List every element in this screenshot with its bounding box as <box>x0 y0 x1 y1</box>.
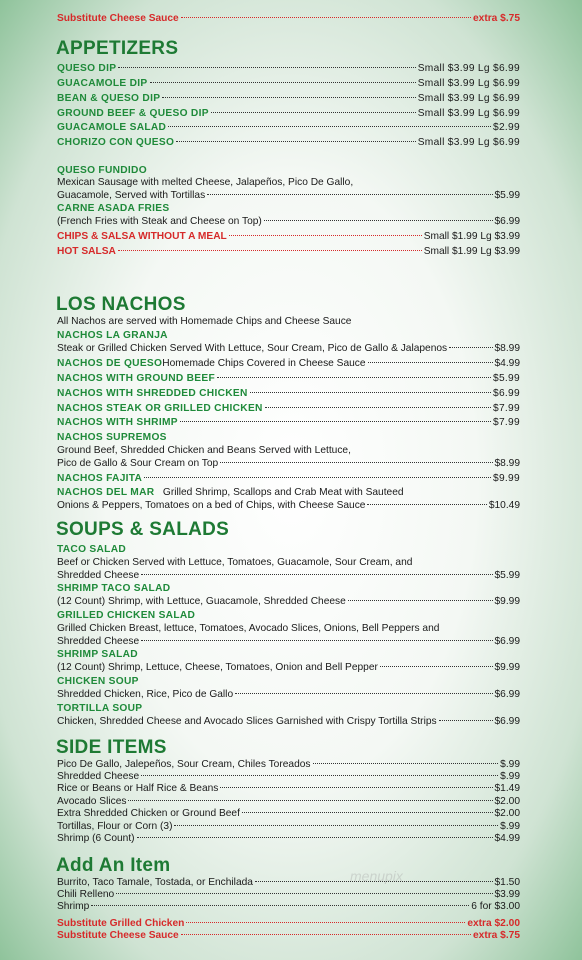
item-name: BEAN & QUESO DIP <box>57 93 161 104</box>
leader-dots <box>380 666 493 667</box>
item-price: $8.99 <box>494 458 520 469</box>
leader-dots <box>141 640 492 641</box>
section-heading-soups-salads: SOUPS & SALADS <box>56 519 230 540</box>
item-price: $5.99 <box>494 570 520 581</box>
item-price: $2.99 <box>493 122 520 133</box>
leader-dots <box>250 392 491 393</box>
menu-row-ground-beef-queso-dip <box>57 108 520 120</box>
item-price: $3.99 <box>494 889 520 900</box>
item-price: extra $.75 <box>472 930 520 941</box>
menu-row-nachos-del-mar <box>57 500 520 512</box>
item-price: extra $2.00 <box>467 918 520 929</box>
item-name-grilled-chicken-salad: GRILLED CHICKEN SALAD <box>57 610 196 621</box>
item-name: CHIPS & SALSA WITHOUT A MEAL <box>57 231 227 242</box>
menu-row-nachos-fajita <box>57 473 520 485</box>
item-name: Burrito, Taco Tamale, Tostada, or Enchilada <box>57 877 253 888</box>
item-price: $8.99 <box>494 343 520 354</box>
leader-dots <box>220 462 492 463</box>
leader-dots <box>211 112 416 113</box>
leader-dots <box>144 477 491 478</box>
item-name: GUACAMOLE DIP <box>57 78 148 89</box>
item-name: NACHOS STEAK OR GRILLED CHICKEN <box>57 403 263 414</box>
item-name: NACHOS WITH GROUND BEEF <box>57 373 216 384</box>
leader-dots <box>217 377 491 378</box>
item-name: Pico De Gallo, Jalepeños, Sour Cream, Chiles Toreados <box>57 759 311 770</box>
item-name: Shrimp (6 Count) <box>57 833 135 844</box>
item-desc: Onions & Peppers, Tomatoes on a bed of Chips, with Cheese Sauce <box>57 500 366 511</box>
item-name: NACHOS DEL MAR <box>57 487 155 498</box>
leader-dots <box>265 407 491 408</box>
leader-dots <box>313 763 499 764</box>
item-name-nachos-supremos: NACHOS SUPREMOS <box>57 432 167 443</box>
leader-dots <box>168 126 491 127</box>
item-price: $7.99 <box>493 403 520 414</box>
leader-dots <box>449 347 492 348</box>
leader-dots <box>242 812 493 813</box>
leader-dots <box>255 881 493 882</box>
item-desc: (12 Count) Shrimp, with Lettuce, Guacamole, Shredded Cheese <box>57 596 346 607</box>
item-name: NACHOS WITH SHRIMP <box>57 417 178 428</box>
menu-row-add-shrimp <box>57 901 520 913</box>
item-desc: Pico de Gallo & Sour Cream on Top <box>57 458 219 469</box>
item-price: $5.99 <box>494 190 520 201</box>
item-price: $9.99 <box>493 473 520 484</box>
leader-dots <box>348 600 493 601</box>
item-desc: Guacamole, Served with Tortillas <box>57 190 206 201</box>
menu-row-queso-fundido-price <box>57 190 520 202</box>
watermark-logo: menupix <box>350 868 403 884</box>
menu-row-substitute-cheese-top <box>57 13 520 25</box>
item-price: $1.50 <box>494 877 520 888</box>
leader-dots <box>220 787 492 788</box>
section-heading-appetizers: APPETIZERS <box>56 38 179 59</box>
item-price: $.99 <box>500 821 520 832</box>
leader-dots <box>118 250 422 251</box>
item-price: 6 for $3.00 <box>471 901 520 912</box>
menu-row-shrimp-salad <box>57 662 520 674</box>
menu-row-carne-asada-fries <box>57 216 520 228</box>
item-price: $6.99 <box>494 216 520 227</box>
menu-row-nachos-shrimp <box>57 417 520 429</box>
item-name: Substitute Cheese Sauce <box>57 13 179 24</box>
menu-row-nachos-de-queso <box>57 358 520 370</box>
menu-row-add-burrito <box>57 877 520 889</box>
item-price: $.99 <box>500 759 520 770</box>
menu-row-side-avocado <box>57 796 520 808</box>
leader-dots <box>368 362 493 363</box>
item-name: NACHOS DE QUESO <box>57 358 163 369</box>
item-price: $4.99 <box>494 358 520 369</box>
menu-row-guacamole-dip <box>57 78 520 90</box>
item-price: $9.99 <box>494 596 520 607</box>
leader-dots <box>264 220 493 221</box>
menu-row-chicken-soup <box>57 689 520 701</box>
item-price: $5.99 <box>493 373 520 384</box>
item-price: Small $3.99 Lg $6.99 <box>417 137 520 148</box>
leader-dots <box>181 17 471 18</box>
item-name-shrimp-salad: SHRIMP SALAD <box>57 649 138 660</box>
menu-row-side-rice-beans <box>57 783 520 795</box>
item-nachos-del-mar <box>57 487 527 499</box>
menu-row-add-chili-relleno <box>57 889 520 901</box>
item-price: $10.49 <box>488 500 520 511</box>
item-price: Small $1.99 Lg $3.99 <box>423 246 520 257</box>
item-price: extra $.75 <box>472 13 520 24</box>
item-price: Small $3.99 Lg $6.99 <box>417 78 520 89</box>
leader-dots <box>229 235 422 236</box>
item-price: $.99 <box>500 771 520 782</box>
menu-row-queso-dip <box>57 63 520 75</box>
item-price: $7.99 <box>493 417 520 428</box>
leader-dots <box>141 574 492 575</box>
section-heading-nachos: LOS NACHOS <box>56 294 186 315</box>
leader-dots <box>141 775 498 776</box>
menu-row-hot-salsa <box>57 246 520 258</box>
item-name: Shrimp <box>57 901 90 912</box>
menu-row-side-shrimp <box>57 833 520 845</box>
leader-dots <box>162 97 415 98</box>
item-desc: Chicken, Shredded Cheese and Avocado Slices Garnished with Crispy Tortilla Strips <box>57 716 437 727</box>
leader-dots <box>367 504 486 505</box>
item-name-tortilla-soup: TORTILLA SOUP <box>57 703 143 714</box>
leader-dots <box>174 825 498 826</box>
menu-row-side-tortillas <box>57 821 520 833</box>
leader-dots <box>235 693 492 694</box>
item-price: Small $1.99 Lg $3.99 <box>423 231 520 242</box>
item-price: $6.99 <box>494 636 520 647</box>
item-name: NACHOS FAJITA <box>57 473 143 484</box>
menu-row-guacamole-salad <box>57 122 520 134</box>
item-name: HOT SALSA <box>57 246 116 257</box>
item-name: Chili Relleno <box>57 889 115 900</box>
item-price: $4.99 <box>494 833 520 844</box>
item-desc-queso-fundido: Mexican Sausage with melted Cheese, Jalapeños, Pico De Gallo, <box>57 177 354 188</box>
menu-row-nachos-la-granja <box>57 343 520 355</box>
item-name: CHORIZO CON QUESO <box>57 137 175 148</box>
menu-row-bean-queso-dip <box>57 93 520 105</box>
menu-row-tortilla-soup <box>57 716 520 728</box>
menu-row-nachos-ground-beef <box>57 373 520 385</box>
item-name-shrimp-taco-salad: SHRIMP TACO SALAD <box>57 583 171 594</box>
item-name-taco-salad: TACO SALAD <box>57 544 127 555</box>
menu-row-chorizo-con-queso <box>57 137 520 149</box>
menu-row-nachos-steak <box>57 403 520 415</box>
item-desc: (12 Count) Shrimp, Lettuce, Cheese, Tomatoes, Onion and Bell Pepper <box>57 662 378 673</box>
leader-dots <box>176 141 416 142</box>
leader-dots <box>116 893 492 894</box>
item-name: Rice or Beans or Half Rice & Beans <box>57 783 219 794</box>
item-name: GROUND BEEF & QUESO DIP <box>57 108 209 119</box>
leader-dots <box>91 905 469 906</box>
item-name: Shredded Cheese <box>57 771 140 782</box>
item-name: Tortillas, Flour or Corn (3) <box>57 821 173 832</box>
item-desc: Homemade Chips Covered in Cheese Sauce <box>162 358 366 369</box>
item-desc: Shredded Cheese <box>57 636 140 647</box>
menu-row-side-pico <box>57 759 520 771</box>
item-desc-grilled-chicken-salad: Grilled Chicken Breast, lettuce, Tomatoes, Avocado Slices, Onions, Bell Peppers and <box>57 623 440 634</box>
menu-row-side-extra-meat <box>57 808 520 820</box>
item-name: Substitute Grilled Chicken <box>57 918 185 929</box>
item-name: Avocado Slices <box>57 796 127 807</box>
item-desc: Shredded Cheese <box>57 570 140 581</box>
item-name: Extra Shredded Chicken or Ground Beef <box>57 808 240 819</box>
menu-row-chips-salsa <box>57 231 520 243</box>
item-price: $2.00 <box>494 808 520 819</box>
item-price: Small $3.99 Lg $6.99 <box>417 108 520 119</box>
leader-dots <box>439 720 493 721</box>
item-name: Substitute Cheese Sauce <box>57 930 179 941</box>
menu-row-taco-salad <box>57 570 520 582</box>
item-price: $6.99 <box>494 689 520 700</box>
leader-dots <box>207 194 492 195</box>
leader-dots <box>150 82 416 83</box>
item-desc: Steak or Grilled Chicken Served With Lettuce, Sour Cream, Pico de Gallo & Jalapenos <box>57 343 448 354</box>
item-name: NACHOS WITH SHREDDED CHICKEN <box>57 388 248 399</box>
leader-dots <box>128 800 492 801</box>
item-price: $6.99 <box>494 716 520 727</box>
item-name-nachos-la-granja: NACHOS LA GRANJA <box>57 330 168 341</box>
item-name: QUESO DIP <box>57 63 117 74</box>
item-price: $2.00 <box>494 796 520 807</box>
menu-row-nachos-shredded-chicken <box>57 388 520 400</box>
item-desc: Grilled Shrimp, Scallops and Crab Meat with Sauteed <box>154 487 404 498</box>
menu-row-side-cheese <box>57 771 520 783</box>
item-desc-nachos-supremos: Ground Beef, Shredded Chicken and Beans Served with Lettuce, <box>57 445 351 456</box>
item-name: GUACAMOLE SALAD <box>57 122 167 133</box>
section-heading-add-an-item: Add An Item <box>56 855 171 876</box>
item-name-chicken-soup: CHICKEN SOUP <box>57 676 139 687</box>
leader-dots <box>186 922 465 923</box>
item-desc: (French Fries with Steak and Cheese on Top) <box>57 216 262 227</box>
leader-dots <box>180 421 491 422</box>
section-heading-side-items: SIDE ITEMS <box>56 737 167 758</box>
item-name-carne-asada-fries: CARNE ASADA FRIES <box>57 203 170 214</box>
item-desc: Shredded Chicken, Rice, Pico de Gallo <box>57 689 234 700</box>
leader-dots <box>118 67 415 68</box>
leader-dots <box>137 837 493 838</box>
item-desc-taco-salad: Beef or Chicken Served with Lettuce, Tomatoes, Guacamole, Sour Cream, and <box>57 557 413 568</box>
item-name-queso-fundido: QUESO FUNDIDO <box>57 165 147 176</box>
item-price: $9.99 <box>494 662 520 673</box>
item-price: Small $3.99 Lg $6.99 <box>417 93 520 104</box>
menu-row-substitute-cheese-sauce <box>57 930 520 942</box>
menu-row-substitute-grilled-chicken <box>57 918 520 930</box>
menu-row-nachos-supremos <box>57 458 520 470</box>
nachos-intro: All Nachos are served with Homemade Chips and Cheese Sauce <box>57 316 352 327</box>
item-price: Small $3.99 Lg $6.99 <box>417 63 520 74</box>
leader-dots <box>181 934 471 935</box>
item-price: $1.49 <box>494 783 520 794</box>
menu-row-shrimp-taco-salad <box>57 596 520 608</box>
menu-row-grilled-chicken-salad <box>57 636 520 648</box>
item-price: $6.99 <box>493 388 520 399</box>
